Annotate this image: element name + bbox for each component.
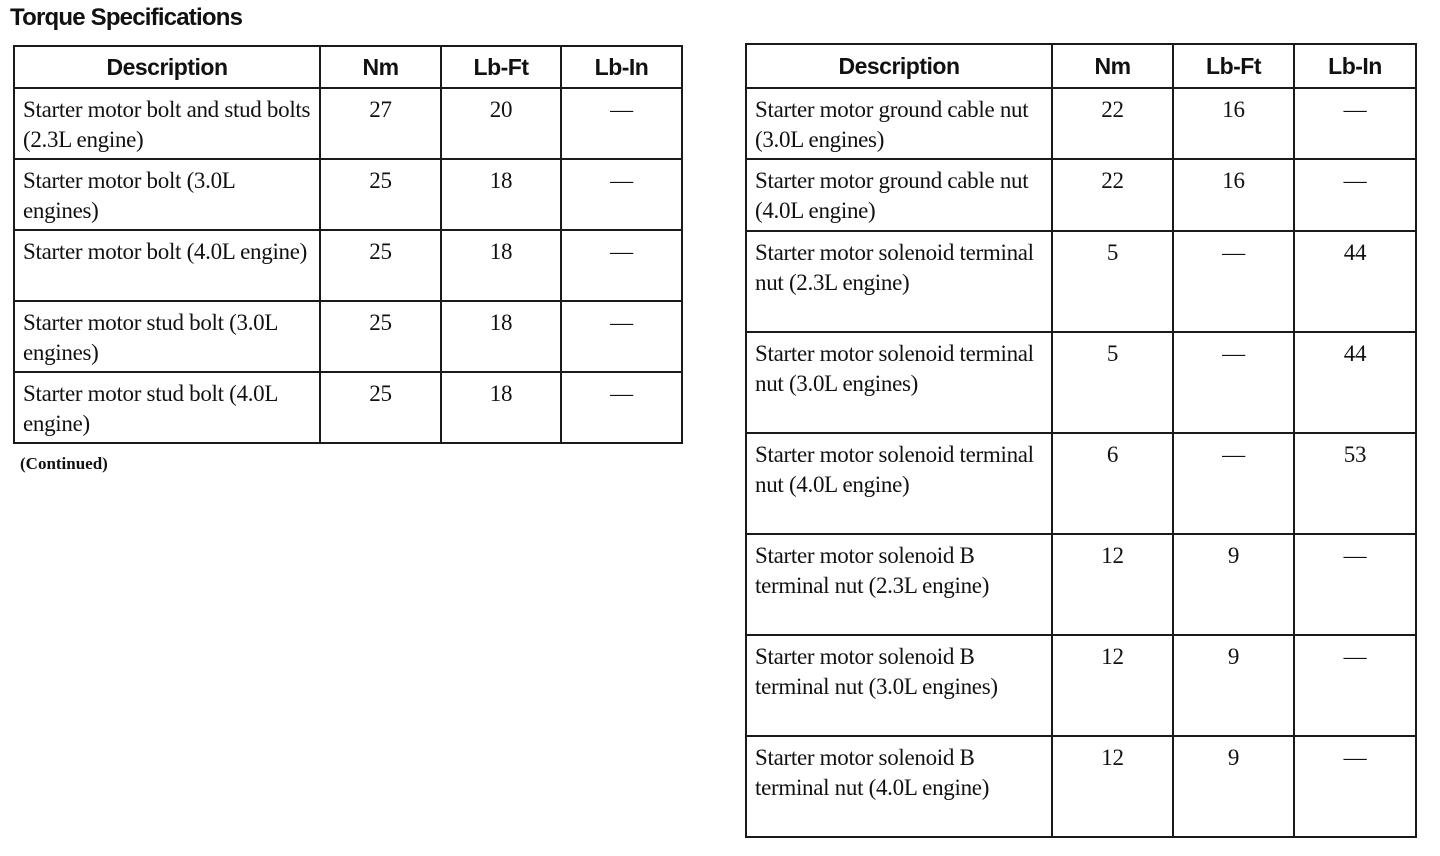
lb-in-cell: — — [1294, 635, 1416, 736]
description-cell: Starter motor stud bolt (3.0L engines) — [14, 301, 320, 372]
column-header-lb-in: Lb-In — [1294, 44, 1416, 88]
table-row — [746, 88, 1416, 159]
description-cell: Starter motor bolt and stud bolts (2.3L engine) — [14, 88, 320, 159]
description-cell: Starter motor stud bolt (4.0L engine) — [14, 372, 320, 443]
table-row — [14, 301, 682, 372]
nm-cell: 25 — [320, 159, 441, 230]
column-header-lb-ft: Lb-Ft — [1173, 44, 1294, 88]
column-header-description: Description — [14, 46, 320, 88]
table-row — [14, 372, 682, 443]
column-header-description: Description — [746, 44, 1052, 88]
table-row — [746, 231, 1416, 332]
nm-cell: 27 — [320, 88, 441, 159]
table-row — [746, 635, 1416, 736]
description-cell: Starter motor solenoid B terminal nut (3.0L engines) — [746, 635, 1052, 736]
table-row — [746, 159, 1416, 231]
lb-ft-cell: 18 — [441, 372, 561, 443]
lb-ft-cell: 16 — [1173, 88, 1294, 159]
description-cell: Starter motor ground cable nut (4.0L engine) — [746, 159, 1052, 231]
nm-cell: 25 — [320, 372, 441, 443]
description-cell: Starter motor bolt (4.0L engine) — [14, 230, 320, 301]
description-cell: Starter motor bolt (3.0L engines) — [14, 159, 320, 230]
nm-cell: 5 — [1052, 231, 1173, 332]
page-title: Torque Specifications — [10, 4, 243, 31]
lb-ft-cell: 9 — [1173, 736, 1294, 837]
lb-ft-cell: — — [1173, 332, 1294, 433]
lb-in-cell: — — [561, 372, 682, 443]
lb-ft-cell: 18 — [441, 159, 561, 230]
continued-note: (Continued) — [20, 454, 108, 473]
lb-in-cell: — — [1294, 534, 1416, 635]
lb-ft-cell: 9 — [1173, 635, 1294, 736]
lb-in-cell: 44 — [1294, 231, 1416, 332]
nm-cell: 12 — [1052, 736, 1173, 837]
table-row — [746, 534, 1416, 635]
table-row — [746, 736, 1416, 837]
lb-in-cell: — — [1294, 159, 1416, 231]
lb-ft-cell: 16 — [1173, 159, 1294, 231]
lb-in-cell: — — [561, 88, 682, 159]
table-header-row — [14, 46, 682, 88]
lb-in-cell: — — [561, 301, 682, 372]
description-cell: Starter motor solenoid terminal nut (2.3L engine) — [746, 231, 1052, 332]
table-header-row — [746, 44, 1416, 88]
description-cell: Starter motor ground cable nut (3.0L engines) — [746, 88, 1052, 159]
nm-cell: 5 — [1052, 332, 1173, 433]
nm-cell: 12 — [1052, 534, 1173, 635]
nm-cell: 6 — [1052, 433, 1173, 534]
torque-table-right — [745, 43, 1417, 838]
lb-in-cell: — — [1294, 88, 1416, 159]
description-cell: Starter motor solenoid B terminal nut (4.0L engine) — [746, 736, 1052, 837]
torque-table-left — [13, 45, 683, 444]
nm-cell: 25 — [320, 230, 441, 301]
lb-in-cell: — — [561, 230, 682, 301]
nm-cell: 25 — [320, 301, 441, 372]
lb-ft-cell: — — [1173, 231, 1294, 332]
nm-cell: 22 — [1052, 88, 1173, 159]
table-row — [746, 433, 1416, 534]
lb-ft-cell: 20 — [441, 88, 561, 159]
nm-cell: 22 — [1052, 159, 1173, 231]
lb-ft-cell: 18 — [441, 230, 561, 301]
lb-in-cell: 44 — [1294, 332, 1416, 433]
nm-cell: 12 — [1052, 635, 1173, 736]
description-cell: Starter motor solenoid B terminal nut (2.3L engine) — [746, 534, 1052, 635]
lb-ft-cell: 9 — [1173, 534, 1294, 635]
description-cell: Starter motor solenoid terminal nut (3.0L engines) — [746, 332, 1052, 433]
lb-in-cell: — — [561, 159, 682, 230]
lb-ft-cell: — — [1173, 433, 1294, 534]
table-row — [14, 159, 682, 230]
column-header-nm: Nm — [1052, 44, 1173, 88]
lb-ft-cell: 18 — [441, 301, 561, 372]
column-header-lb-ft: Lb-Ft — [441, 46, 561, 88]
description-cell: Starter motor solenoid terminal nut (4.0L engine) — [746, 433, 1052, 534]
column-header-nm: Nm — [320, 46, 441, 88]
table-row — [14, 230, 682, 301]
table-row — [746, 332, 1416, 433]
lb-in-cell: 53 — [1294, 433, 1416, 534]
column-header-lb-in: Lb-In — [561, 46, 682, 88]
table-row — [14, 88, 682, 159]
lb-in-cell: — — [1294, 736, 1416, 837]
